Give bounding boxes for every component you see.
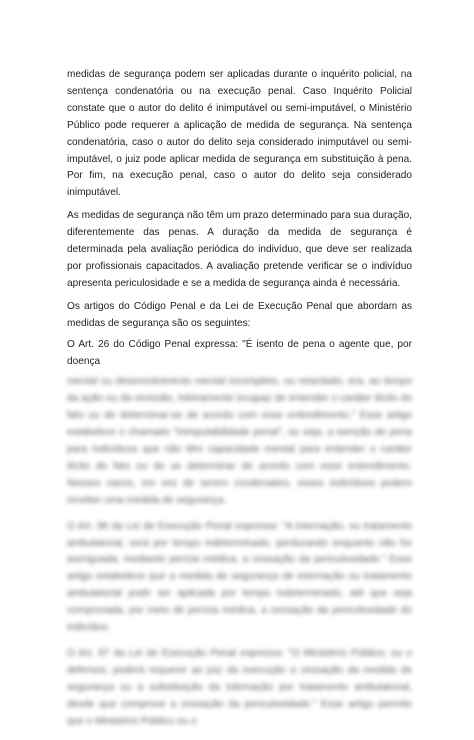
page-body [67, 67, 412, 740]
paragraph-articles-intro: Os artigos do Código Penal e da Lei de Execução Penal que abordam as medidas de segurança são os seguintes: [67, 300, 412, 329]
blurred-paragraph-art-26: mental ou desenvolvimento mental incompleto, ou retardado, era, ao tempo da ação ou da omissão, inteiramente incapaz de entender o caráter ilícito do fato ou de determinar-se de acordo com esse entendimento." Esse artigo estabelece o chamado "inimputabilidade penal", ou seja, a isenção de pena para indivíduos que não têm capacidade mental para entender o caráter ilícito do fato ou de se determinar de acordo com esse entendimento. Nesses casos, em vez de serem condenados, esses indivíduos podem receber uma medida de segurança. [67, 376, 412, 506]
paragraph-duration: As medidas de segurança não têm um prazo determinado para sua duração, diferentemente das penas. A duração da medida de segurança é determinada pela avaliação periódica do indivíduo, que deve ser realizada por profissionais capacitados. A avaliação pretende verificar se o indivíduo apresenta periculosidade e se a medida de segurança ainda é necessária. [67, 210, 412, 289]
blurred-preview-section [67, 374, 412, 730]
paragraph-art-26-start: O Art. 26 do Código Penal expressa: "É isento de pena o agente que, por doença [67, 338, 412, 367]
blurred-paragraph-art-96: O Art. 96 da Lei de Execução Penal expressa: "A internação, ou tratamento ambulatorial, será por tempo indeterminado, perdurando enquanto não for averiguada, mediante perícia médica, a cessação da periculosidade." Esse artigo estabelece que a medida de segurança de internação ou tratamento ambulatorial pode ser aplicada por tempo indeterminado, até que seja comprovada, por meio de perícia médica, a cessação da periculosidade do indivíduo. [67, 520, 412, 634]
blurred-paragraph-art-97: O Art. 97 da Lei de Execução Penal expressa: "O Ministério Público, ou o defensor, poderá requerer ao juiz da execução a cessação da medida de segurança ou a substituição da internação por tratamento ambulatorial, desde que comprove a cessação da periculosidade." Esse artigo permite que o Ministério Público ou o [67, 648, 412, 727]
paragraph-intro: medidas de segurança podem ser aplicadas durante o inquérito policial, na sentença condenatória ou na execução penal. Caso Inquérito Policial constate que o autor do delito é inimputável ou semi-imputável, o Ministério Público pode requerer a aplicação de medida de segurança. Na sentença condenatória, caso o autor do delito seja considerado inimputável ou semi-imputável, o juiz pode aplicar medida de segurança em substituição à pena. Por fim, na execução penal, caso o autor do delito seja considerado inimputável. [67, 69, 412, 199]
